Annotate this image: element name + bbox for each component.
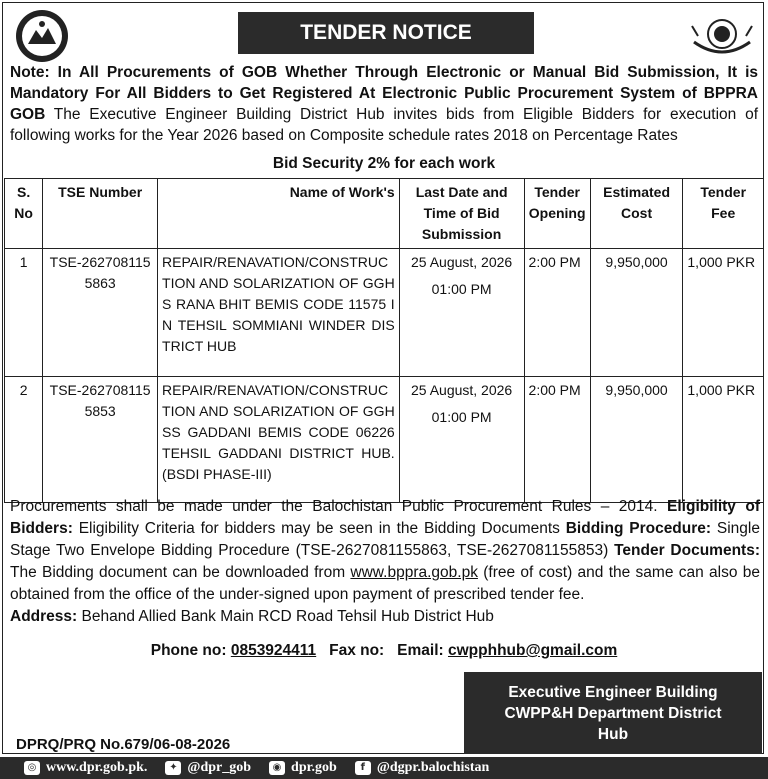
- documents-text: The Bidding document can be downloaded from: [10, 564, 351, 581]
- twitter-text: @dpr_gob: [187, 760, 252, 775]
- cell-last-date: [399, 377, 524, 503]
- header-work: Name of Work's: [158, 179, 400, 249]
- cell-time: 01:00 PM: [431, 409, 492, 425]
- phone-number: 0853924411: [230, 642, 317, 659]
- email-label: Email:: [397, 642, 444, 659]
- header-tse: TSE Number: [43, 179, 158, 249]
- cell-opening: 2:00 PM: [524, 249, 590, 377]
- table-row: [5, 377, 764, 503]
- cell-sno: 1: [5, 249, 43, 377]
- signature-line-3: Hub: [597, 725, 629, 743]
- note-paragraph: [10, 62, 758, 146]
- signature-block: [464, 672, 762, 754]
- email-link[interactable]: cwpphhub@gmail.com: [447, 642, 618, 659]
- eligibility-label: Eligibility of Bidders:: [10, 498, 761, 537]
- cell-tse: TSE-2627081155863: [43, 249, 158, 377]
- bppra-link[interactable]: www.bppra.gob.pk: [350, 564, 478, 581]
- header-opening: Tender Opening: [524, 179, 590, 249]
- terms-paragraph: [10, 496, 760, 628]
- instagram-text: dpr.gob: [291, 760, 337, 775]
- cell-fee: 1,000 PKR: [683, 377, 764, 503]
- phone-label: Phone no:: [150, 642, 227, 659]
- footer-bar: [0, 757, 768, 779]
- website-text: www.dpr.gob.pk.: [46, 760, 148, 775]
- note-bold-text: Note: In All Procurements of GOB Whether Through Electronic or Manual Bid Submission, It is Mandatory For All Bidders to Get Registered At Electronic Public Procurement System of BPPRA GOB: [10, 64, 758, 123]
- cell-work: REPAIR/RENAVATION/CONSTRUCTION AND SOLARIZATION OF GGHSS GADDANI BEMIS CODE 06226 TEHSIL GADDANI DISTRICT HUB. (BSDI PHASE-III): [158, 377, 400, 503]
- twitter-icon: ✦: [165, 761, 181, 775]
- address-text: Behand Allied Bank Main RCD Road Tehsil Hub District Hub: [77, 608, 494, 625]
- procurement-rules-text: Procurements shall be made under the Balochistan Public Procurement Rules – 2014.: [10, 498, 668, 515]
- signature-line-1: Executive Engineer Building: [508, 683, 718, 701]
- header-fee: Tender Fee: [683, 179, 764, 249]
- footer-website[interactable]: [24, 760, 147, 776]
- cell-date: 25 August, 2026: [411, 254, 513, 270]
- table-row: [5, 249, 764, 377]
- facebook-text: @dgpr.balochistan: [376, 760, 490, 775]
- header-cost: Estimated Cost: [590, 179, 683, 249]
- table-header-row: [5, 179, 764, 249]
- documents-label: Tender Documents:: [614, 542, 760, 559]
- works-table: [4, 178, 764, 503]
- note-text: The Executive Engineer Building District Hub invites bids from Eligible Bidders for execution of following works for the Year 2026 based on Composite schedule rates 2018 on Percentage Rates: [10, 106, 758, 144]
- instagram-icon: ◉: [269, 761, 285, 775]
- header-last-date: Last Date and Time of Bid Submission: [399, 179, 524, 249]
- signature-line-2: CWPP&H Department District: [504, 704, 722, 722]
- documents-text-2: (free of cost) and the same can also be obtained from the office of the under-signed upon payment of prescribed tender fee.: [10, 564, 761, 603]
- cell-last-date: [399, 249, 524, 377]
- contact-line: [0, 642, 768, 660]
- cell-date: 25 August, 2026: [411, 382, 513, 398]
- fax-label: Fax no:: [329, 642, 385, 659]
- globe-icon: ◎: [24, 761, 40, 775]
- government-seal-logo: [14, 8, 70, 64]
- cell-cost: 9,950,000: [590, 249, 683, 377]
- cell-tse: TSE-2627081155853: [43, 377, 158, 503]
- procedure-text: Single Stage Two Envelope Bidding Procedure (TSE-2627081155863, TSE-2627081155853): [10, 520, 760, 559]
- cell-cost: 9,950,000: [590, 377, 683, 503]
- eligibility-text: Eligibility Criteria for bidders may be seen in the Bidding Documents: [72, 520, 566, 537]
- cell-opening: 2:00 PM: [524, 377, 590, 503]
- procedure-label: Bidding Procedure:: [565, 520, 712, 537]
- cell-time: 01:00 PM: [431, 281, 492, 297]
- page-title: TENDER NOTICE: [238, 12, 534, 54]
- address-label: Address:: [10, 608, 78, 625]
- cell-work: REPAIR/RENAVATION/CONSTRUCTION AND SOLARIZATION OF GGHS RANA BHIT BEMIS CODE 11575 IN TEHSIL SOMMIANI WINDER DISTRICT HUB: [158, 249, 400, 377]
- reference-number: DPRQ/PRQ No.679/06-08-2026: [16, 736, 231, 753]
- header-sno: S. No: [5, 179, 43, 249]
- department-emblem-logo: [690, 12, 754, 60]
- cell-sno: 2: [5, 377, 43, 503]
- bid-security: Bid Security 2% for each work: [272, 155, 496, 172]
- cell-fee: 1,000 PKR: [683, 249, 764, 377]
- footer-instagram[interactable]: [269, 760, 337, 776]
- footer-facebook[interactable]: [355, 760, 490, 776]
- footer-twitter[interactable]: [165, 760, 251, 776]
- facebook-icon: f: [355, 761, 371, 775]
